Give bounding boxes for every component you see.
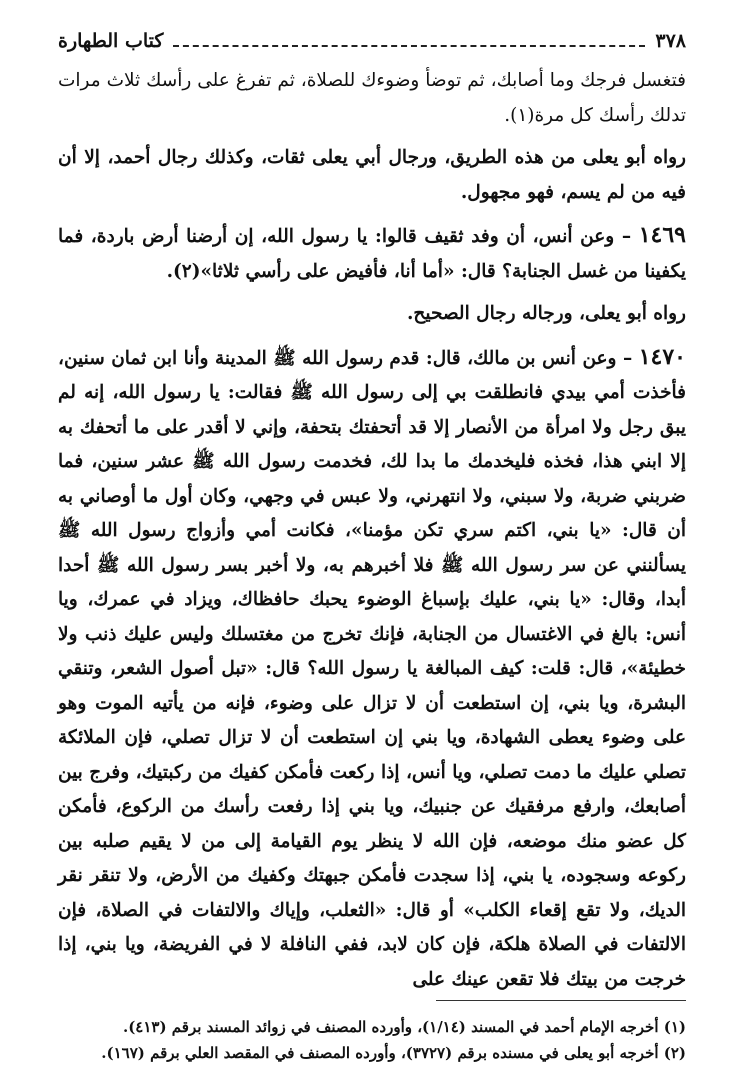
hadith-text-1470: – وعن أنس بن مالك، قال: قدم رسول الله ﷺ المدينة وأنا ابن ثمان سنين، فأخذت أمي بيدي فانطلقت بي إلى رسول الله ﷺ فقالت: يا رسول الله، إنه لم يبق رجل ولا امرأة من الأنصار إلا قد أتحفتك بتحفة، وإني لا أقدر على ما أتحفك به إلا ابني هذا، فخذه فليخدمك ما بدا لك، فخدمت رسول الله ﷺ عشر سنين، فما ضربني ضربة، ولا سبني، ولا انتهرني، ولا عبس في وجهي، وكان أول ما أوصاني به أن قال: «يا بني، اكتم سري تكن مؤمنا»، فكانت أمي وأزواج رسول الله ﷺ يسألنني عن سر رسول الله ﷺ فلا أخبرهم به، ولا أخبر بسر رسول الله ﷺ أحدا أبدا، وقال: «يا بني، عليك بإسباغ الوضوء يحبك حافظاك، ويزاد في عمرك، ويا أنس: بالغ في الاغتسال من الجنابة، فإنك تخرج من مغتسلك وليس عليك ذنب ولا خطيئة»، قال: قلت: كيف المبالغة يا رسول الله؟ قال: «تبل أصول الشعر، وتنقي البشرة، ويا بني، إن استطعت أن لا تزال على وضوء، فإنه من يأتيه الموت وهو على وضوء يعطى الشهادة، ويا بني إن استطعت أن لا تزال تصلي، فإن الملائكة تصلي عليك ما دمت تصلي، ويا أنس، إذا ركعت فأمكن كفيك من ركبتيك، وفرج بين أصابعك، وارفع مرفقيك عن جنبيك، ويا بني إذا رفعت رأسك من الركوع، فأمكن كل عضو منك موضعه، فإن الله لا ينظر يوم القيامة إلى من لا يقيم صلبه بين ركوعه وسجوده، يا بني، إذا سجدت فأمكن جبهتك وكفيك من الأرض، ولا تنقر نقر الديك، ولا تقع إقعاء الكلب» أو قال: «الثعلب، وإياك والالتفات في الصلاة، فإن الالتفات في الصلاة هلكة، فإن كان لابد، ففي النافلة لا في الفريضة، ويا بني، إذا خرجت من بيتك فلا تقعن عينك على xyxy=(58,347,686,990)
book-title: كتاب الطهارة xyxy=(58,30,164,52)
page-number: ٣٧٨ xyxy=(655,30,686,52)
hadith-1470 xyxy=(58,340,686,998)
page-header xyxy=(58,30,686,64)
footnote-2: (٢) أخرجه أبو يعلى في مسنده برقم (٣٧٢٧)، وأورده المصنف في المقصد العلي برقم (١٦٧). xyxy=(101,1044,686,1062)
paragraph-4: رواه أبو يعلى، ورجاله رجال الصحيح. xyxy=(406,303,686,324)
footnote-divider xyxy=(436,1000,686,1001)
footnotes xyxy=(58,1014,686,1066)
hadith-number-1470: ١٤٧٠ xyxy=(638,343,686,370)
header-rule xyxy=(173,35,645,47)
hadith-text-1469: – وعن أنس، أن وفد ثقيف قالوا: يا رسول الله، إن أرضنا أرض باردة، فما يكفينا من غسل الجنابة؟ قال: «أما أنا، فأفيض على رأسي ثلاثا»(٢). xyxy=(58,226,686,282)
hadith-1469 xyxy=(58,218,686,289)
footnote-1: (١) أخرجه الإمام أحمد في المسند (١/١٤)، وأورده المصنف في زوائد المسند برقم (٤١٣). xyxy=(122,1018,686,1036)
hadith-number-1469: ١٤٦٩ xyxy=(638,222,686,248)
paragraph-1: فتغسل فرجك وما أصابك، ثم توضأ وضوءك للصلاة، ثم تفرغ على رأسك ثلاث مرات تدلك رأسك كل مرة(١). xyxy=(58,70,686,126)
paragraph-2: رواه أبو يعلى من هذه الطريق، ورجال أبي يعلى ثقات، وكذلك رجال أحمد، إلا أن فيه من لم يسم، فهو مجهول. xyxy=(58,147,686,203)
